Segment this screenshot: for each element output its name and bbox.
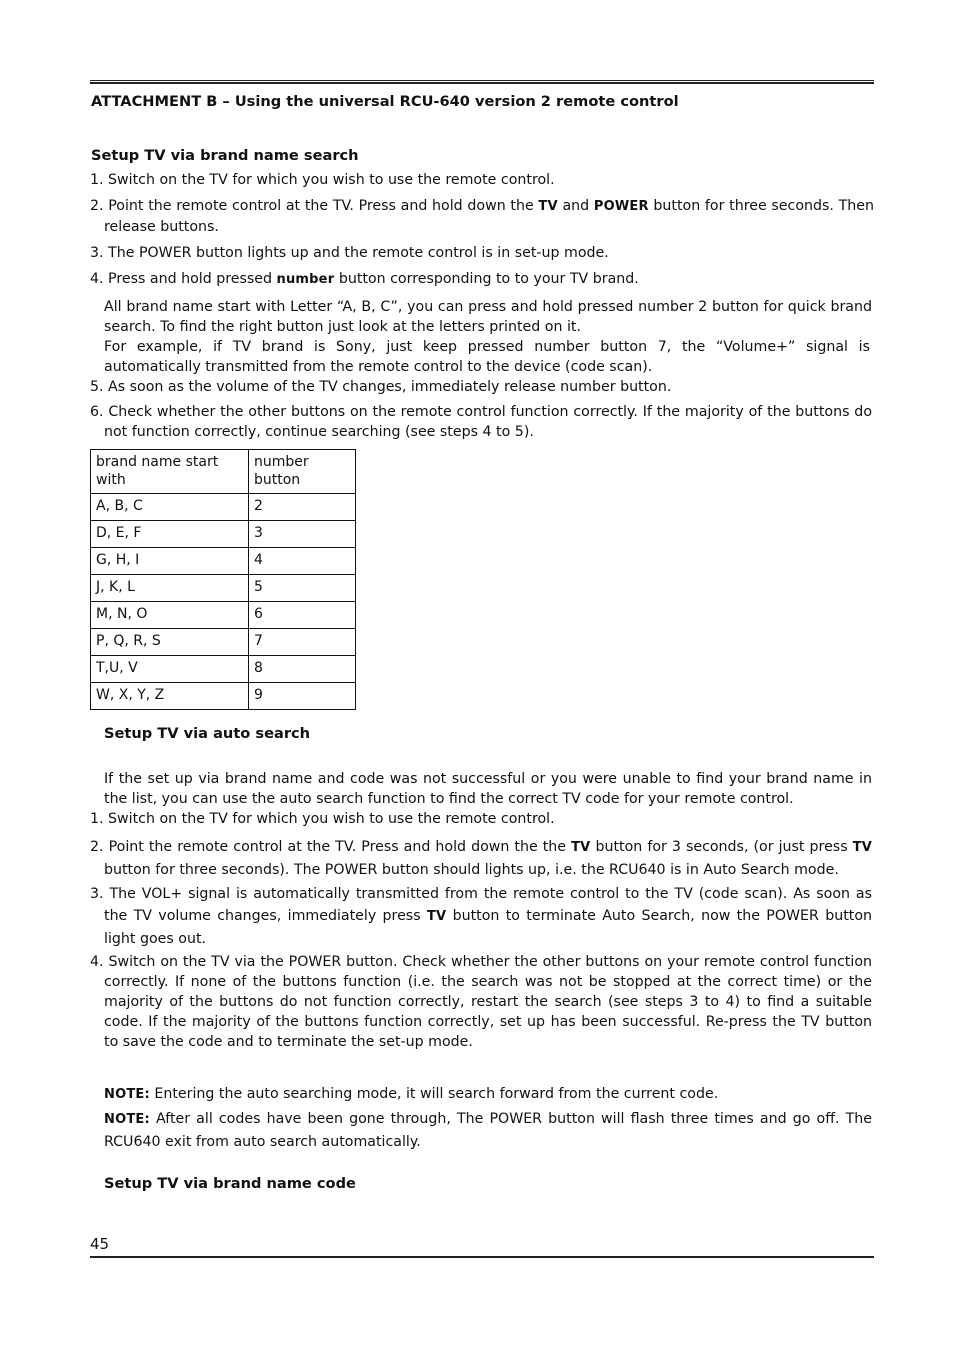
power-key-label: POWER — [593, 199, 649, 214]
tv-key-label: TV — [852, 840, 872, 855]
number-key-label: number — [276, 272, 335, 287]
example-note: For example, if TV brand is Sony, just keep pressed number button 7, the “Volume+” signal is automatically transmitted from the remote control to the device (code scan). — [104, 339, 870, 375]
table-row: W, X, Y, Z 9 — [91, 683, 356, 710]
bottom-rule — [90, 1256, 874, 1258]
step-6: 6. Check whether the other buttons on the remote control function correctly. If the majority of the buttons do not function correctly, continue searching (see steps 4 to 5). — [90, 404, 872, 440]
step-2: 2. Point the remote control at the TV. Press and hold down the TV and POWER button for three seconds. Then release buttons. — [90, 198, 875, 235]
note-label: NOTE: — [104, 1112, 150, 1127]
auto-step-4: 4. Switch on the TV via the POWER button. Check whether the other buttons on your remote control function correctly. If none of the buttons function (i.e. the search was not be stopped at the correct time) or the majority of the buttons do not function correctly, restart the search (see steps 3 to 4) to find a suitable code. If the majority of the buttons function correctly, set up has been successful. Re-press the TV button to save the code and to terminate the set-up mode. — [90, 954, 872, 1050]
table-row: A, B, C 2 — [91, 494, 356, 521]
auto-step-2: 2. Point the remote control at the TV. Press and hold down the the TV button for 3 seconds, (or just press TV button for three seconds). The POWER button should lights up, i.e. the RCU640 is in Auto Search mode. — [90, 839, 872, 878]
table-row: P, Q, R, S 7 — [91, 629, 356, 656]
step-1: 1. Switch on the TV for which you wish to use the remote control. — [90, 172, 555, 188]
step-5: 5. As soon as the volume of the TV changes, immediately release number button. — [90, 379, 672, 395]
auto-step-1: 1. Switch on the TV for which you wish to use the remote control. — [90, 811, 555, 827]
auto-step-3: 3. The VOL+ signal is automatically transmitted from the remote control to the TV (code scan). As soon as the TV volume changes, immediately press TV button to terminate Auto Search, now the POWER button light goes out. — [90, 886, 872, 947]
table-header-cell: number button — [249, 450, 356, 494]
heading-brand-name-code: Setup TV via brand name code — [104, 1175, 356, 1192]
tv-key-label: TV — [426, 909, 447, 924]
top-rule — [90, 80, 874, 84]
table-row: T,U, V 8 — [91, 656, 356, 683]
table-row: J, K, L 5 — [91, 575, 356, 602]
tv-key-label: TV — [571, 840, 591, 855]
page-title: ATTACHMENT B – Using the universal RCU-640 version 2 remote control — [91, 93, 679, 110]
note-label: NOTE: — [104, 1087, 150, 1102]
heading-auto-search: Setup TV via auto search — [104, 725, 311, 742]
table-row: M, N, O 6 — [91, 602, 356, 629]
table-row: D, E, F 3 — [91, 521, 356, 548]
heading-brand-name-search: Setup TV via brand name search — [91, 147, 359, 164]
table-header-row — [91, 450, 356, 494]
note-2: NOTE: After all codes have been gone through, The POWER button will flash three times and go off. The RCU640 exit from auto search automatically. — [104, 1111, 872, 1150]
auto-search-intro: If the set up via brand name and code was not successful or you were unable to find your brand name in the list, you can use the auto search function to find the correct TV code for your remote control. — [104, 771, 872, 807]
note-1: NOTE: Entering the auto searching mode, it will search forward from the current code. — [104, 1086, 719, 1102]
tv-key-label: TV — [538, 199, 558, 214]
table-row: G, H, I 4 — [91, 548, 356, 575]
step-3: 3. The POWER button lights up and the remote control is in set-up mode. — [90, 245, 609, 261]
page-number: 45 — [90, 1235, 110, 1253]
brand-number-table — [90, 449, 356, 710]
step-4: 4. Press and hold pressed number button corresponding to to your TV brand. — [90, 271, 639, 287]
table-header-cell: brand name start with — [91, 450, 249, 494]
quick-search-note: All brand name start with Letter “A, B, C”, you can press and hold pressed number 2 button for quick brand search. To find the right button just look at the letters printed on it. — [104, 299, 872, 335]
